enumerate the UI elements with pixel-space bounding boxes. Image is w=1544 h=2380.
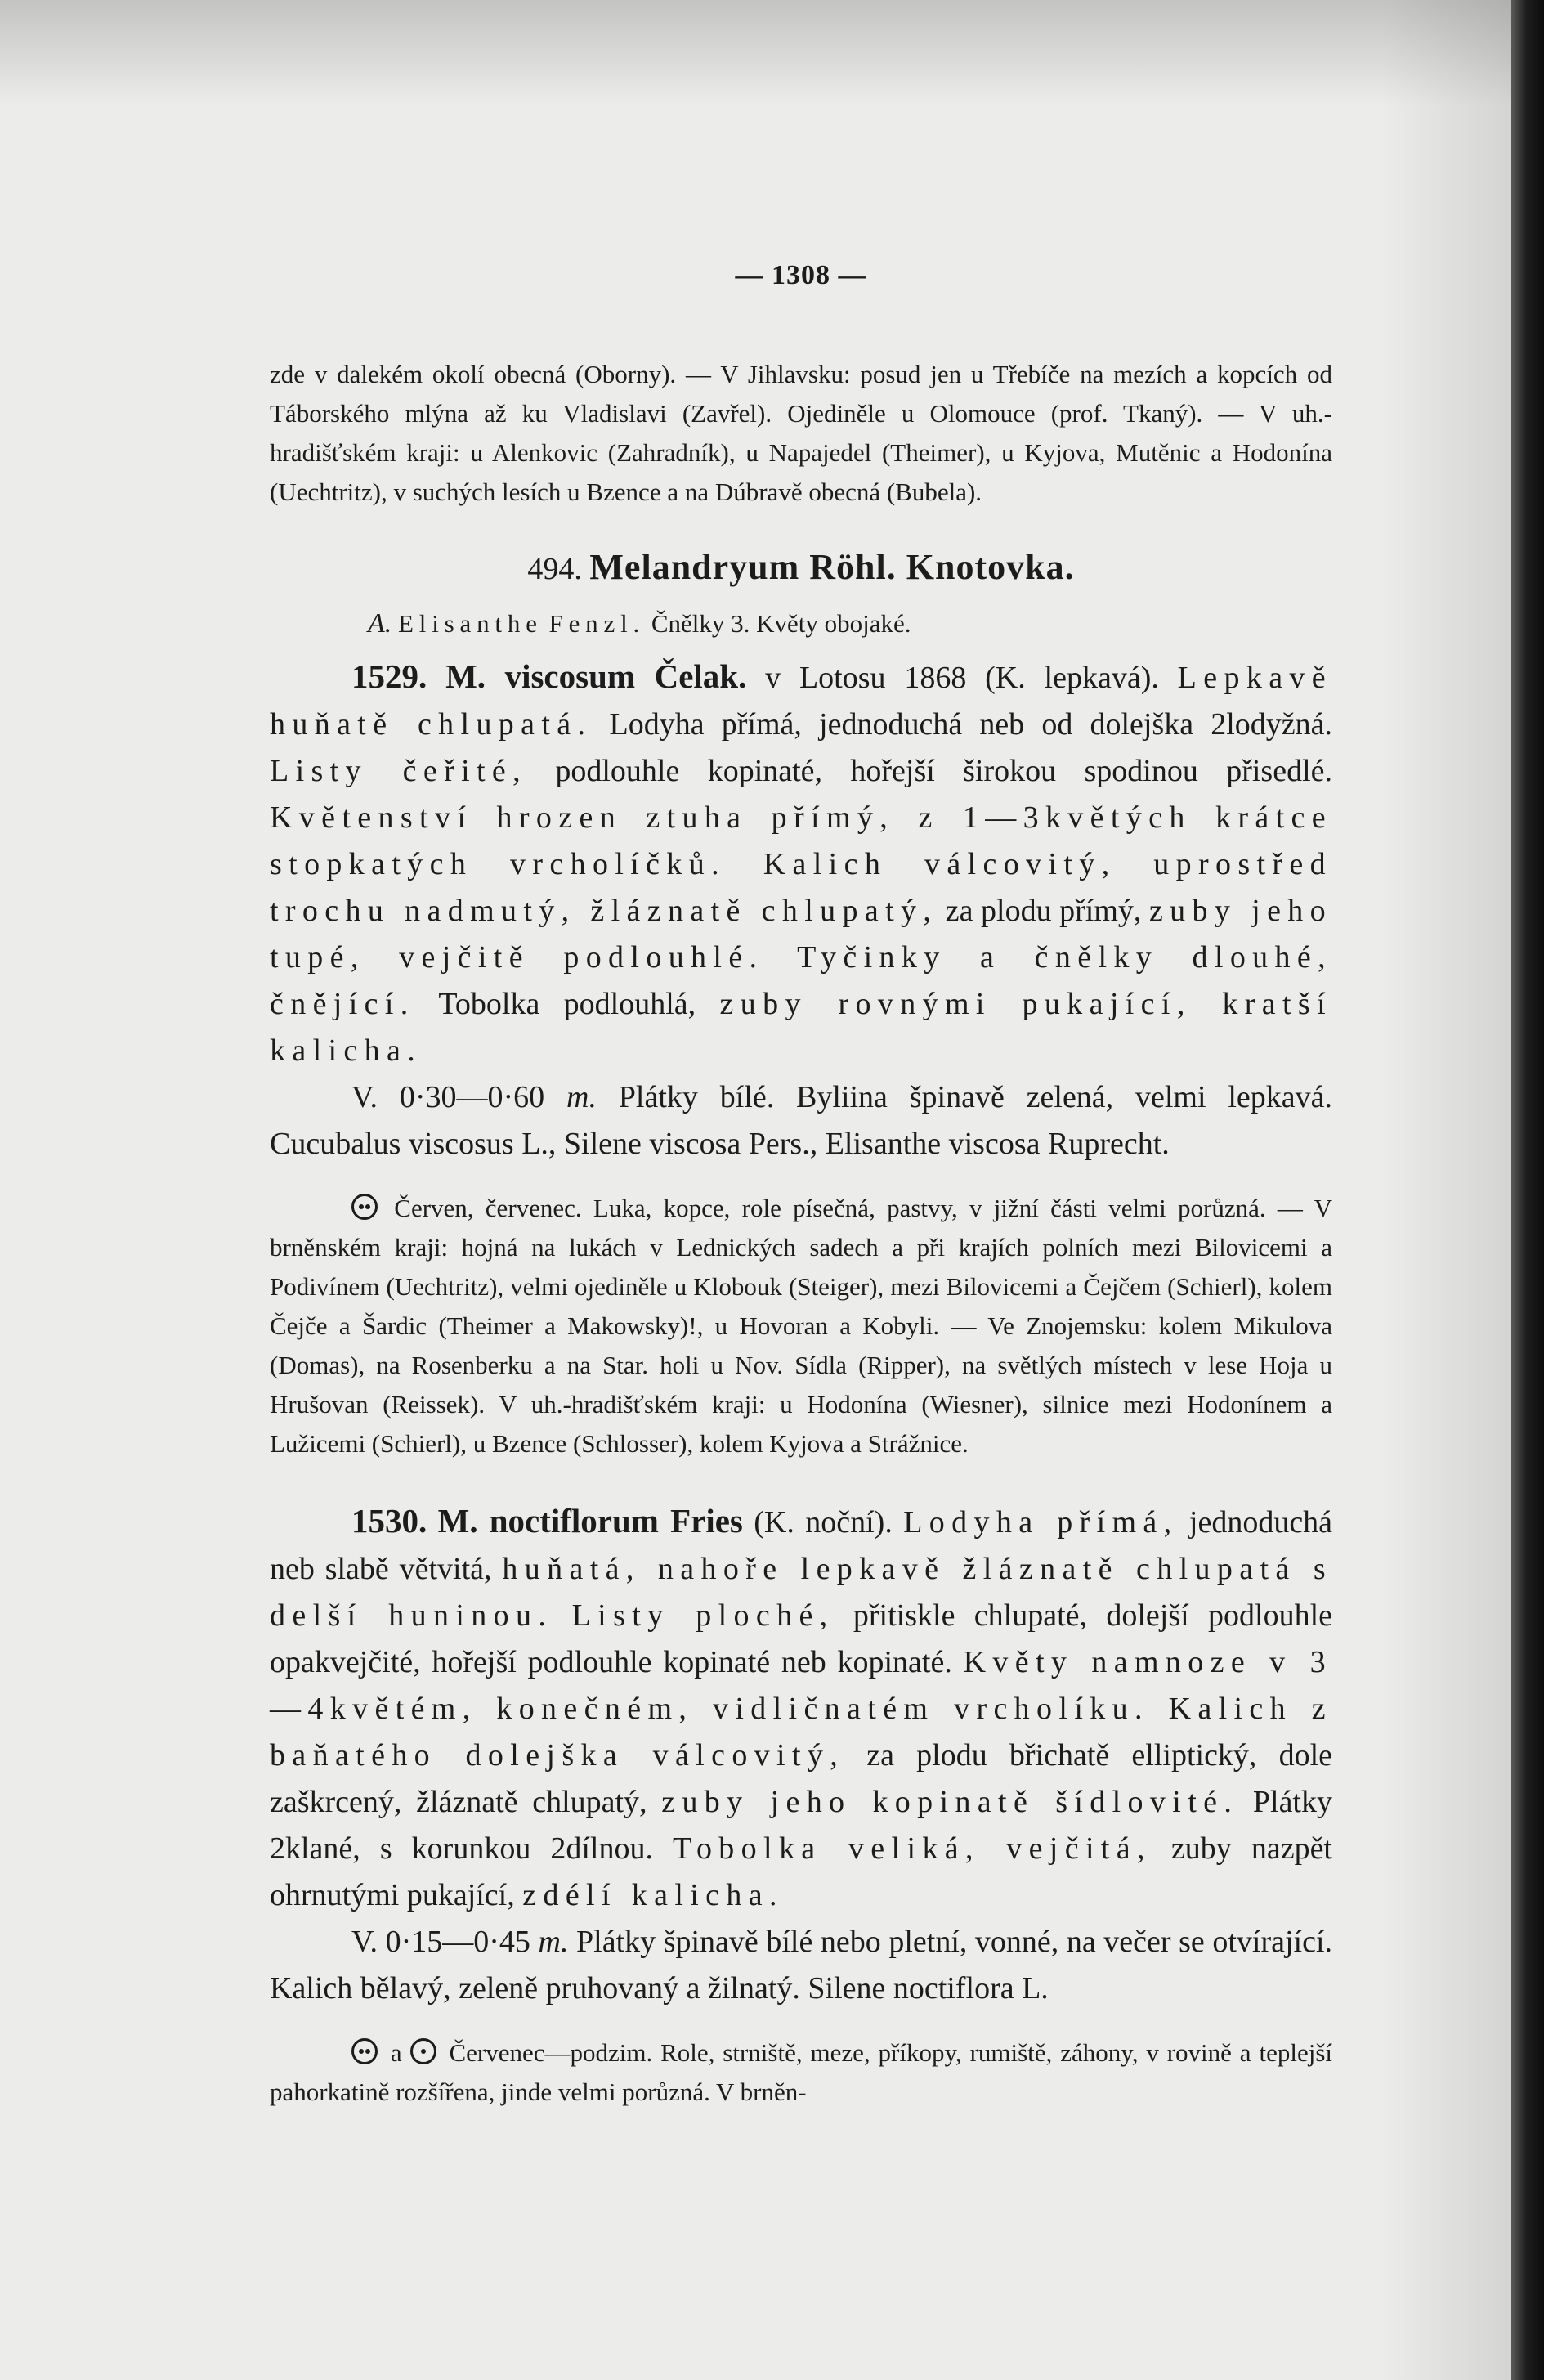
species-1530-desc-11: Tobolka veliká, vejčitá, <box>673 1831 1152 1866</box>
species-1530-desc-7: Květy namnoze v 3—4květém, konečném, vidličnatém vrcholíku. Kalich z baňatého dolejška válcovitý, <box>270 1645 1332 1773</box>
species-1530-desc-6: přitiskle chlupaté, dolejší podlouhle opakvejčité, hořejší podlouhle kopinaté neb kopinaté. <box>270 1598 1333 1679</box>
species-1530-desc-1: (K. noční). <box>754 1505 893 1540</box>
species-1529-desc-1: v Lotosu 1868 (K. lepkavá). <box>765 661 1159 695</box>
genus-number: 494. <box>527 552 582 586</box>
page-number: — 1308 — <box>735 260 867 290</box>
species-1530-desc-10: Plátky 2klané, s korunkou 2dílnou. <box>270 1785 1332 1866</box>
species-1529-notes <box>270 1074 1332 1168</box>
intro-paragraph: zde v dalekém okolí obecná (Oborny). — V Jihlavsku: posud jen u Třebíče na mezích a kopcích od Táborského mlýna až ku Vladislavi (Zavřel). Ojediněle u Olomouce (prof. Tkaný). — V uh.-hradišťském kraji: u Alenkovic (Zahradník), u Napajedel (Theimer), u Kyjova, Mutěnic a Hodonína (Uechtritz), v suchých lesích u Bzence a na Dúbravě obecná (Bubela). <box>270 360 1332 506</box>
section-description: Čnělky 3. Květy obojaké. <box>651 609 911 638</box>
species-1530-number: 1530. <box>351 1502 427 1540</box>
species-1529-desc-3: Lodyha přímá, jednoduchá neb od dolejška 2lodyžná. <box>609 707 1333 742</box>
species-1529-number: 1529. <box>351 657 427 695</box>
species-1530-distribution-text: Červenec—podzim. Role, strniště, meze, příkopy, rumiště, záhony, v rovině a teplejší pahorkatině rozšířena, jinde velmi porůzná. V brněn- <box>270 2038 1332 2106</box>
species-1529-desc-5: podlouhle kopinaté, hořejší širokou spodinou přisedlé. <box>555 754 1333 788</box>
species-1530-description <box>270 1498 1332 1919</box>
species-1530-distribution <box>270 2033 1332 2112</box>
annual-symbol-icon <box>410 2038 436 2064</box>
page-top-shadow <box>0 0 1511 106</box>
species-1530-name: M. noctiflorum Fries <box>437 1502 743 1540</box>
species-1530-desc-12: zuby nazpět ohrnutými pukající, <box>270 1831 1332 1912</box>
species-1529-desc-2: Lepkavě huňatě chlupatá. <box>270 661 1333 742</box>
species-1529-name: M. viscosum Čelak. <box>445 657 747 695</box>
species-1530-notes <box>270 1919 1332 2012</box>
species-1529-desc-8: zuby jeho tupé, vejčitě podlouhlé. Tyčinky a čnělky dlouhé, čnějící. <box>270 894 1333 1021</box>
species-1529-unit: m. <box>566 1080 597 1114</box>
species-1530-desc-4: huňatá, nahoře lepkavě žláznatě chlupatá s delší huninou. <box>270 1552 1333 1633</box>
species-1529-notes-text: Plátky bílé. Byliina špinavě zelená, velmi lepkavá. Cucubalus viscosus L., Silene viscosa Pers., Elisanthe viscosa Ruprecht. <box>270 1080 1333 1161</box>
species-1529-distribution-text: Červen, červenec. Luka, kopce, role písečná, pastvy, v jižní části velmi porůzná. — V brněnském kraji: hojná na lukách v Lednických sadech a při krajích polních mezi Bilovicemi a Podivínem (Uechtritz), velmi ojediněle u Klobouk (Steiger), mezi Bilovicemi a Čejčem (Schierl), kolem Čejče a Šardic (Theimer a Makowsky)!, u Hovoran a Kobyli. — Ve Znojemsku: kolem Mikulova (Domas), na Rosenberku a na Star. holi u Nov. Sídla (Ripper), na světlých místech v lese Hoja u Hrušovan (Reissek). V uh.-hradišťském kraji: u Hodonína (Wiesner), silnice mezi Hodonínem a Lužicemi (Schierl), u Bzence (Schlosser), kolem Kyjova a Strážnice. <box>270 1194 1332 1458</box>
species-1530-desc-5: Listy ploché, <box>571 1598 835 1633</box>
species-1529-desc-9: Tobolka podlouhlá, <box>438 987 696 1021</box>
species-1529-desc-6: Květenství hrozen ztuha přímý, z 1—3květých krátce stopkatých vrcholíčků. Kalich válcovitý, uprostřed trochu nadmutý, žláznatě chlupatý, <box>270 800 1332 928</box>
section-author: Fenzl. <box>548 609 646 638</box>
species-1529-description <box>270 653 1332 1074</box>
species-1530-desc-13: zdélí kalicha. <box>522 1878 784 1912</box>
species-1530-dist-and: a <box>390 2038 402 2067</box>
species-1529-distribution <box>270 1189 1332 1463</box>
species-1530-notes-text: Plátky špinavě bílé nebo pletní, vonné, na večer se otvírající. Kalich bělavý, zeleně pruhovaný a žilnatý. Silene noctiflora L. <box>270 1925 1333 2006</box>
section-name: Elisanthe <box>398 609 543 638</box>
species-1529-desc-10: zuby rovnými pukající, kratší kalicha. <box>270 987 1332 1068</box>
section-heading <box>270 604 1332 643</box>
biennial-symbol-icon <box>351 2038 378 2064</box>
species-1530-desc-9: zuby jeho kopinatě šídlovité. <box>661 1785 1239 1819</box>
book-binding-edge <box>1511 0 1544 2380</box>
genus-heading <box>270 546 1332 588</box>
species-1530-size: V. 0·15—0·45 <box>351 1925 530 1959</box>
species-1530-desc-3: jednoduchá neb slabě větvitá, <box>270 1505 1333 1586</box>
species-1529-desc-7: za plodu přímý, <box>945 894 1142 928</box>
page-edge-shadow <box>1381 0 1511 2380</box>
species-1530-desc-8: za plodu břichatě elliptický, dole zaškrcený, žláznatě chlupatý, <box>270 1738 1333 1819</box>
biennial-symbol-icon <box>351 1194 378 1220</box>
section-letter: A. <box>368 608 392 639</box>
species-1530-desc-2: Lodyha přímá, <box>903 1505 1179 1540</box>
species-1530-unit: m. <box>538 1925 569 1959</box>
page-content <box>270 260 1332 2112</box>
genus-name: Melandryum Röhl. Knotovka. <box>589 547 1075 587</box>
species-1529-desc-4: Listy čeřité, <box>270 754 528 788</box>
species-1529-size: V. 0·30—0·60 <box>351 1080 545 1114</box>
